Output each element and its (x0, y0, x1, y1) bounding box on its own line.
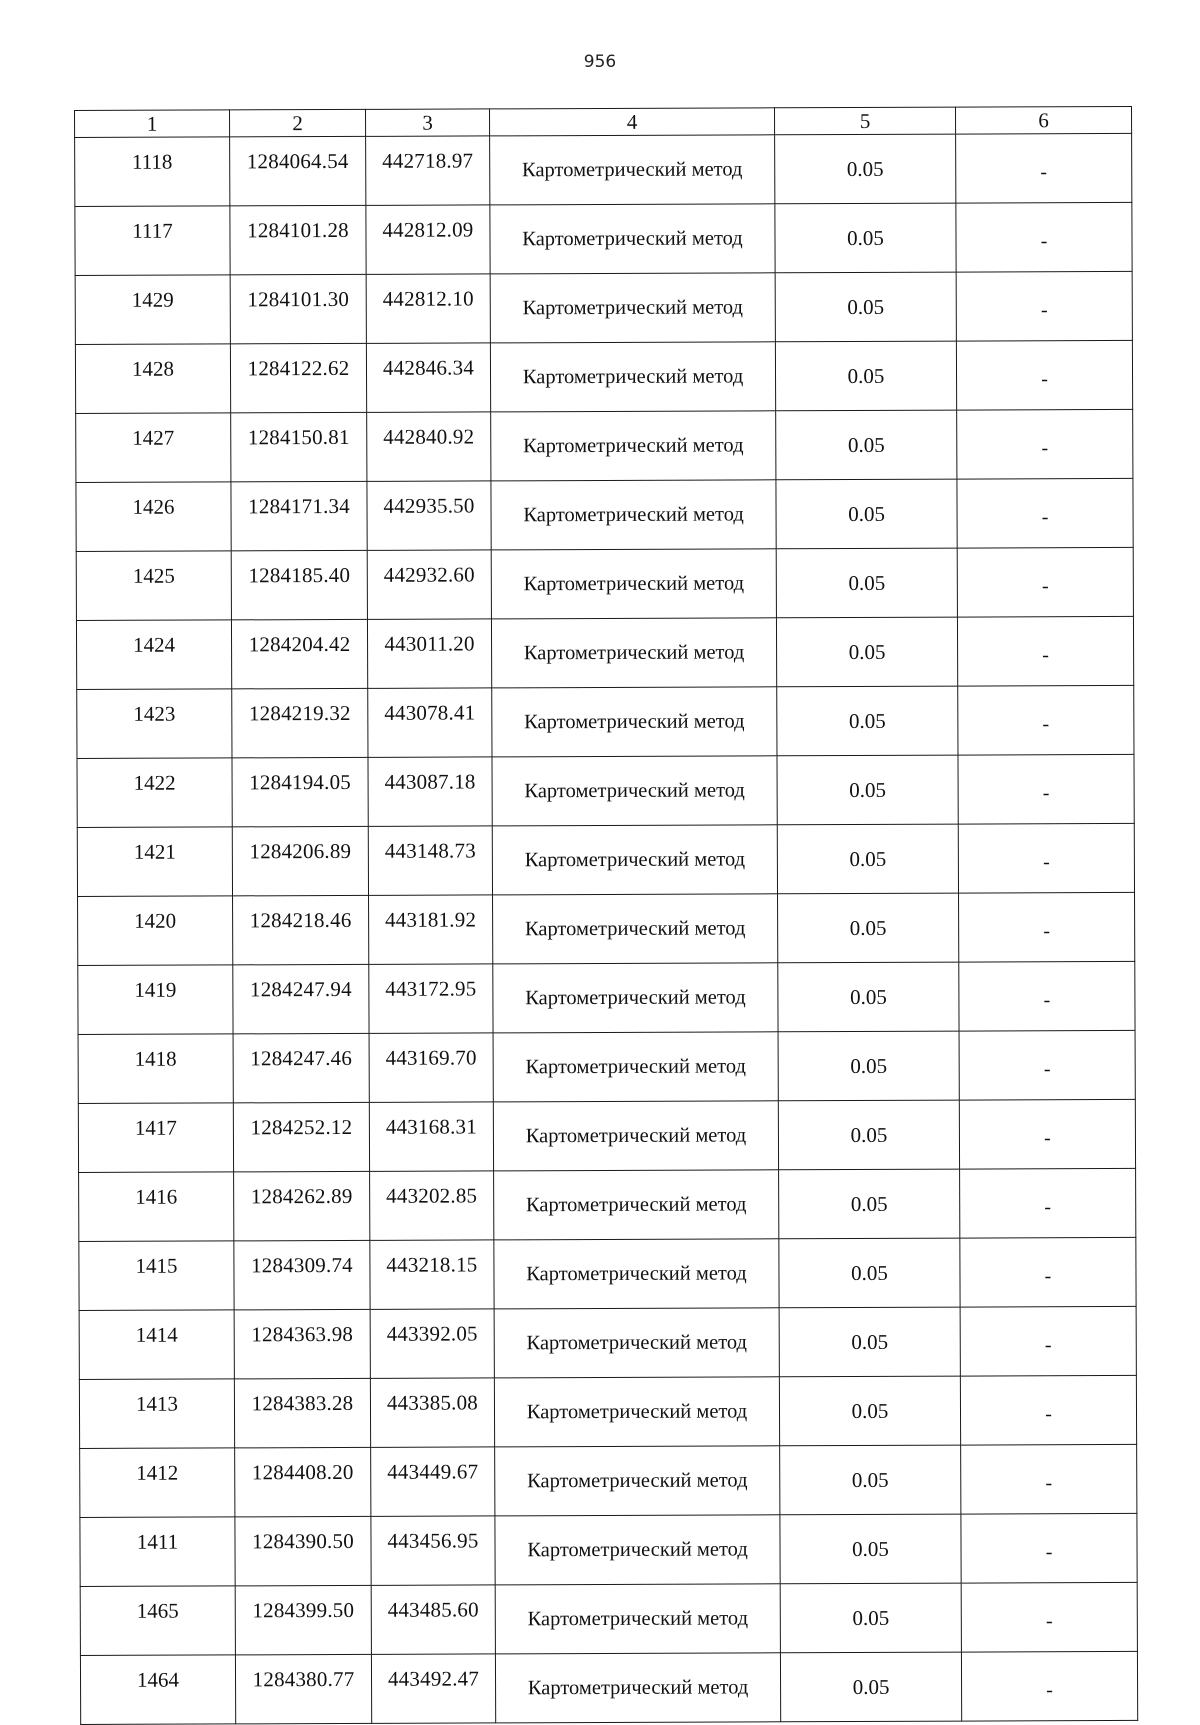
note-cell: - (956, 340, 1132, 410)
method-cell: Картометрический метод (492, 825, 777, 895)
method-cell: Картометрический метод (495, 1515, 780, 1585)
table-row (78, 1030, 1135, 1103)
coord-x-cell: 1284252.12 (233, 1102, 369, 1172)
note-cell: - (958, 754, 1134, 824)
point-number-cell: 1414 (79, 1310, 234, 1380)
coordinates-table (74, 106, 1138, 1725)
method-cell: Картометрический метод (490, 273, 775, 343)
accuracy-cell: 0.05 (778, 962, 959, 1032)
coord-x-cell: 1284218.46 (233, 895, 369, 965)
table-row (80, 1444, 1137, 1517)
coord-y-cell: 442840.92 (367, 412, 491, 481)
point-number-cell: 1425 (76, 551, 231, 621)
coord-y-cell: 443011.20 (367, 619, 491, 688)
coord-y-cell: 443169.70 (369, 1033, 493, 1102)
coord-x-cell: 1284171.34 (231, 481, 367, 551)
coord-y-cell: 443449.67 (371, 1447, 495, 1516)
accuracy-cell: 0.05 (775, 341, 956, 411)
coord-x-cell: 1284101.28 (230, 205, 366, 275)
point-number-cell: 1415 (79, 1241, 234, 1311)
method-cell: Картометрический метод (491, 480, 776, 550)
coord-x-cell: 1284064.54 (230, 136, 366, 206)
note-cell: - (960, 1306, 1136, 1376)
note-cell: - (961, 1651, 1137, 1721)
point-number-cell: 1417 (78, 1103, 233, 1173)
page-number: 956 (583, 52, 617, 72)
table-row (78, 961, 1135, 1034)
method-cell: Картометрический метод (491, 411, 776, 481)
coord-x-cell: 1284390.50 (235, 1516, 371, 1586)
table-row (80, 1651, 1137, 1724)
table-body (75, 133, 1138, 1724)
note-cell: - (957, 616, 1133, 686)
coord-y-cell: 443218.15 (370, 1240, 494, 1309)
method-cell: Картометрический метод (491, 618, 776, 688)
coord-y-cell: 443485.60 (371, 1585, 495, 1654)
table-row (79, 1168, 1136, 1241)
method-cell: Картометрический метод (490, 342, 775, 412)
accuracy-cell: 0.05 (777, 824, 958, 894)
accuracy-cell: 0.05 (779, 1169, 960, 1239)
table-row (76, 547, 1133, 620)
accuracy-cell: 0.05 (779, 1376, 960, 1446)
accuracy-cell: 0.05 (779, 1238, 960, 1308)
point-number-cell: 1465 (80, 1586, 235, 1656)
method-cell: Картометрический метод (493, 1032, 778, 1102)
coord-x-cell: 1284383.28 (234, 1378, 370, 1448)
column-header-1: 1 (75, 110, 230, 138)
column-header-6: 6 (955, 106, 1131, 134)
point-number-cell: 1117 (75, 206, 230, 276)
table-row (76, 409, 1133, 482)
note-cell: - (959, 1099, 1135, 1169)
method-cell: Картометрический метод (494, 1377, 779, 1447)
point-number-cell: 1413 (79, 1379, 234, 1449)
method-cell: Картометрический метод (493, 1101, 778, 1171)
coord-y-cell: 442812.10 (366, 274, 490, 343)
accuracy-cell: 0.05 (780, 1652, 961, 1722)
accuracy-cell: 0.05 (775, 134, 956, 204)
table-row (76, 616, 1133, 689)
coord-x-cell: 1284185.40 (231, 550, 367, 620)
coord-x-cell: 1284150.81 (231, 412, 367, 482)
note-cell: - (956, 271, 1132, 341)
method-cell: Картометрический метод (490, 204, 775, 274)
note-cell: - (958, 685, 1134, 755)
coord-x-cell: 1284219.32 (232, 688, 368, 758)
coord-x-cell: 1284206.89 (232, 826, 368, 896)
coord-x-cell: 1284408.20 (235, 1447, 371, 1517)
note-cell: - (959, 1030, 1135, 1100)
coord-y-cell: 443181.92 (369, 895, 493, 964)
coord-y-cell: 443202.85 (370, 1171, 494, 1240)
accuracy-cell: 0.05 (778, 1031, 959, 1101)
accuracy-cell: 0.05 (776, 479, 957, 549)
coord-x-cell: 1284247.94 (233, 964, 369, 1034)
table-row (76, 478, 1133, 551)
coord-y-cell: 442718.97 (366, 136, 490, 205)
coord-x-cell: 1284247.46 (233, 1033, 369, 1103)
point-number-cell: 1419 (78, 965, 233, 1035)
table-row (75, 271, 1132, 344)
point-number-cell: 1118 (75, 137, 230, 207)
accuracy-cell: 0.05 (778, 893, 959, 963)
coord-y-cell: 443172.95 (369, 964, 493, 1033)
coord-x-cell: 1284399.50 (235, 1585, 371, 1655)
coord-y-cell: 442935.50 (367, 481, 491, 550)
coord-x-cell: 1284262.89 (234, 1171, 370, 1241)
point-number-cell: 1428 (75, 344, 230, 414)
point-number-cell: 1412 (80, 1448, 235, 1518)
note-cell: - (958, 823, 1134, 893)
accuracy-cell: 0.05 (780, 1514, 961, 1584)
point-number-cell: 1422 (77, 758, 232, 828)
column-header-3: 3 (365, 109, 489, 136)
table-row (79, 1375, 1136, 1448)
note-cell: - (957, 409, 1133, 479)
method-cell: Картометрический метод (495, 1653, 780, 1723)
method-cell: Картометрический метод (495, 1584, 780, 1654)
table-row (79, 1306, 1136, 1379)
table-row (75, 340, 1132, 413)
note-cell: - (959, 892, 1135, 962)
coord-x-cell: 1284101.30 (230, 274, 366, 344)
table-row (77, 685, 1134, 758)
note-cell: - (957, 547, 1133, 617)
table-row (80, 1513, 1137, 1586)
coord-x-cell: 1284363.98 (234, 1309, 370, 1379)
accuracy-cell: 0.05 (775, 203, 956, 273)
accuracy-cell: 0.05 (776, 548, 957, 618)
point-number-cell: 1429 (75, 275, 230, 345)
point-number-cell: 1426 (76, 482, 231, 552)
table-row (77, 754, 1134, 827)
coord-y-cell: 443392.05 (370, 1309, 494, 1378)
column-header-2: 2 (230, 109, 366, 137)
accuracy-cell: 0.05 (776, 617, 957, 687)
note-cell: - (956, 202, 1132, 272)
accuracy-cell: 0.05 (779, 1307, 960, 1377)
point-number-cell: 1416 (79, 1172, 234, 1242)
table-header (75, 106, 1132, 137)
coord-y-cell: 443492.47 (371, 1654, 495, 1723)
accuracy-cell: 0.05 (776, 410, 957, 480)
table-row (75, 133, 1132, 206)
header-row (75, 106, 1132, 137)
note-cell: - (960, 1237, 1136, 1307)
method-cell: Картометрический метод (494, 1308, 779, 1378)
coord-y-cell: 443456.95 (371, 1516, 495, 1585)
coord-y-cell: 443087.18 (368, 757, 492, 826)
column-header-4: 4 (489, 108, 774, 136)
accuracy-cell: 0.05 (777, 755, 958, 825)
point-number-cell: 1424 (76, 620, 231, 690)
coord-y-cell: 443168.31 (369, 1102, 493, 1171)
coord-x-cell: 1284309.74 (234, 1240, 370, 1310)
note-cell: - (956, 133, 1132, 203)
note-cell: - (960, 1168, 1136, 1238)
accuracy-cell: 0.05 (777, 686, 958, 756)
method-cell: Картометрический метод (493, 963, 778, 1033)
note-cell: - (961, 1444, 1137, 1514)
accuracy-cell: 0.05 (775, 272, 956, 342)
accuracy-cell: 0.05 (780, 1583, 961, 1653)
point-number-cell: 1418 (78, 1034, 233, 1104)
method-cell: Картометрический метод (491, 549, 776, 619)
coord-x-cell: 1284194.05 (232, 757, 368, 827)
table-row (78, 892, 1135, 965)
coord-y-cell: 443148.73 (368, 826, 492, 895)
note-cell: - (960, 1375, 1136, 1445)
table-row (80, 1582, 1137, 1655)
point-number-cell: 1464 (80, 1655, 235, 1725)
coord-y-cell: 443078.41 (368, 688, 492, 757)
method-cell: Картометрический метод (490, 135, 775, 205)
table-row (75, 202, 1132, 275)
point-number-cell: 1420 (78, 896, 233, 966)
table-row (78, 1099, 1135, 1172)
column-header-5: 5 (774, 107, 955, 135)
coord-x-cell: 1284204.42 (231, 619, 367, 689)
point-number-cell: 1411 (80, 1517, 235, 1587)
coord-x-cell: 1284380.77 (235, 1654, 371, 1724)
method-cell: Картометрический метод (495, 1446, 780, 1516)
point-number-cell: 1427 (76, 413, 231, 483)
point-number-cell: 1423 (77, 689, 232, 759)
method-cell: Картометрический метод (494, 1170, 779, 1240)
coord-y-cell: 442932.60 (367, 550, 491, 619)
method-cell: Картометрический метод (494, 1239, 779, 1309)
coord-x-cell: 1284122.62 (230, 343, 366, 413)
method-cell: Картометрический метод (493, 894, 778, 964)
table-row (79, 1237, 1136, 1310)
table-row (77, 823, 1134, 896)
note-cell: - (957, 478, 1133, 548)
note-cell: - (959, 961, 1135, 1031)
coord-y-cell: 443385.08 (370, 1378, 494, 1447)
accuracy-cell: 0.05 (780, 1445, 961, 1515)
method-cell: Картометрический метод (492, 756, 777, 826)
coord-y-cell: 442812.09 (366, 205, 490, 274)
coord-y-cell: 442846.34 (366, 343, 490, 412)
point-number-cell: 1421 (77, 827, 232, 897)
note-cell: - (961, 1513, 1137, 1583)
method-cell: Картометрический метод (492, 687, 777, 757)
accuracy-cell: 0.05 (778, 1100, 959, 1170)
note-cell: - (961, 1582, 1137, 1652)
